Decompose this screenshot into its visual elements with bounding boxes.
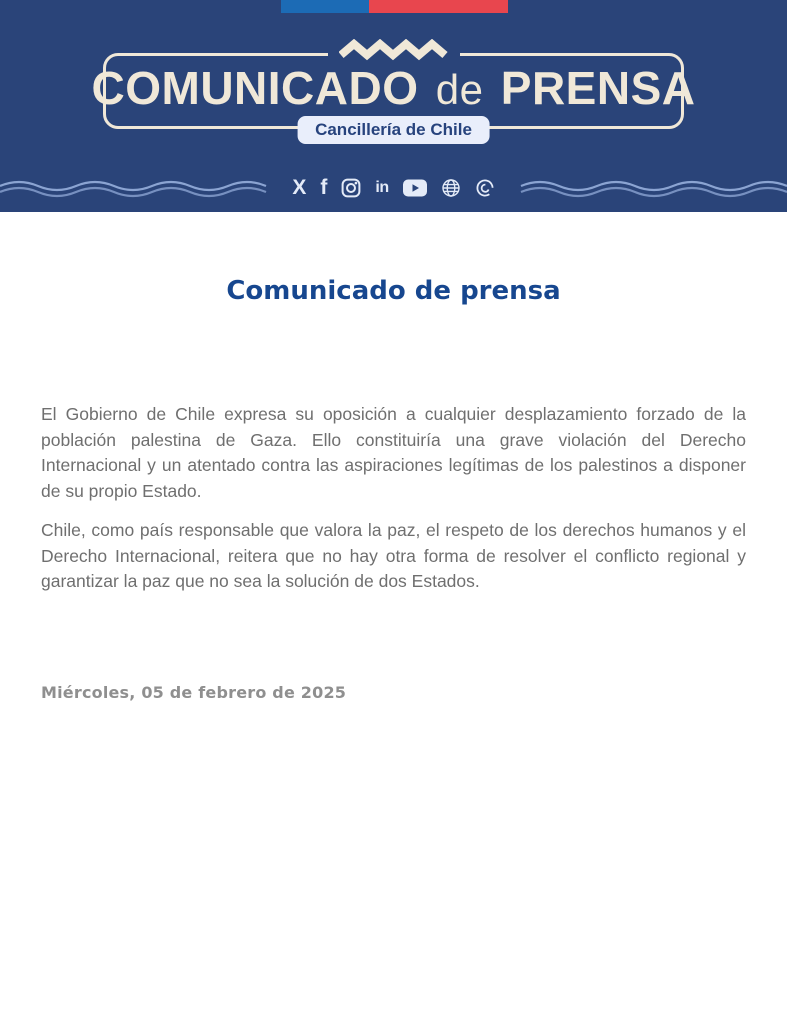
header-banner xyxy=(0,0,787,212)
flag-blue-segment xyxy=(281,0,369,13)
social-icons xyxy=(292,177,494,199)
facebook-icon[interactable]: f xyxy=(320,176,328,199)
paragraph-2: Chile, como país responsable que valora la paz, el respeto de los derechos humanos y el Derecho Internacional, reitera que no hay otra forma de resolver el conflicto regional y garantizar la paz que no sea la solución de dos Estados. xyxy=(41,520,746,591)
banner-title-word2: de xyxy=(435,66,484,113)
document-body xyxy=(0,212,787,702)
banner-title xyxy=(0,62,787,116)
web-globe-icon[interactable] xyxy=(441,178,461,198)
paragraph-1: El Gobierno de Chile expresa su oposición a cualquier desplazamiento forzado de la población palestina de Gaza. Ello constituiría una grave violación del Derecho Internacional y un atentado contra las aspiraciones legítimas de los palestinos a disponer de su propio Estado. xyxy=(41,404,746,501)
flag-red-segment xyxy=(369,0,508,13)
social-icons-row xyxy=(0,176,787,200)
page-title: Comunicado de prensa xyxy=(226,276,561,306)
instagram-icon[interactable] xyxy=(341,178,361,198)
wave-ornament-left xyxy=(0,177,268,199)
date-line: Miércoles, 05 de febrero de 2025 xyxy=(41,682,347,702)
x-icon[interactable]: X xyxy=(292,176,307,199)
threads-icon[interactable] xyxy=(475,178,495,198)
chile-flag-bar xyxy=(281,0,508,13)
zigzag-ornament-icon xyxy=(339,39,449,61)
banner-title-word1: COMUNICADO xyxy=(91,62,419,114)
banner-title-word3: PRENSA xyxy=(500,62,696,114)
linkedin-icon[interactable]: in xyxy=(375,179,389,196)
wave-ornament-right xyxy=(519,177,787,199)
youtube-icon[interactable] xyxy=(403,179,427,197)
cancilleria-badge: Cancillería de Chile xyxy=(297,116,490,144)
